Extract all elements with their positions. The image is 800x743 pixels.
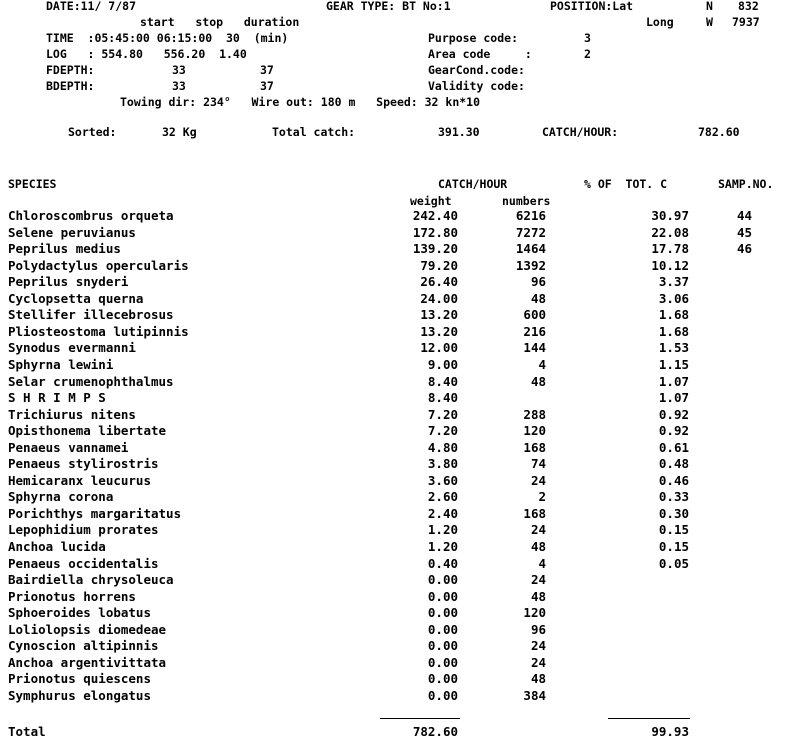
table-row — [0, 556, 800, 572]
catch-weight: 2.40 — [427, 505, 458, 521]
total-catch-value: 391.30 — [438, 125, 480, 139]
bdepth-stop: 37 — [260, 79, 274, 93]
table-row — [0, 671, 800, 687]
species-name: Peprilus snyderi — [8, 274, 129, 290]
gearcond-label: GearCond.code: — [428, 63, 525, 77]
table-row — [0, 390, 800, 406]
catch-weight: 242.40 — [412, 208, 458, 223]
table-row — [0, 258, 800, 274]
species-name: Selar crumenophthalmus — [8, 373, 174, 389]
catch-numbers: 24 — [530, 522, 546, 538]
catch-numbers: 4 — [538, 555, 546, 571]
catch-hour-label: CATCH/HOUR: — [542, 125, 619, 139]
sorted-value: 32 Kg — [162, 125, 197, 139]
catch-numbers: 216 — [523, 323, 546, 339]
catch-numbers: 24 — [530, 638, 546, 654]
catch-weight: 0.00 — [427, 621, 458, 637]
species-name: Hemicaranx leucurus — [8, 472, 151, 488]
table-row — [0, 324, 800, 340]
species-name: Cynoscion altipinnis — [8, 638, 159, 654]
table-row — [0, 241, 800, 257]
catch-weight: 3.80 — [427, 456, 458, 472]
long-hemisphere: W — [706, 15, 713, 29]
towing-info: Towing dir: 234° Wire out: 180 m Speed: 32 kn*10 — [120, 95, 481, 109]
catch-weight: 0.40 — [427, 555, 458, 571]
fdepth-start: 33 — [172, 63, 186, 77]
catch-numbers: 6216 — [515, 208, 546, 223]
numbers-header: numbers — [502, 194, 551, 208]
percent-of-total: 0.05 — [658, 555, 689, 571]
weight-header: weight — [410, 194, 452, 208]
table-row — [0, 688, 800, 704]
percent-of-total: 30.97 — [651, 208, 689, 223]
sample-number: 44 — [737, 208, 753, 223]
catch-weight: 0.00 — [427, 671, 458, 687]
catch-numbers: 288 — [523, 406, 546, 422]
table-row — [0, 374, 800, 390]
time-row: TIME :05:45:00 06:15:00 30 (min) — [46, 31, 289, 45]
catch-weight: 2.60 — [427, 489, 458, 505]
catch-numbers: 384 — [523, 687, 546, 703]
catch-weight: 8.40 — [427, 390, 458, 406]
table-row — [0, 208, 800, 224]
percent-of-total: 1.15 — [658, 356, 689, 372]
catch-weight: 9.00 — [427, 356, 458, 372]
species-name: Peprilus medius — [8, 241, 121, 257]
species-name: Trichiurus nitens — [8, 406, 136, 422]
catch-numbers: 2 — [538, 489, 546, 505]
species-name: Anchoa argentivittata — [8, 654, 167, 670]
catch-numbers: 74 — [530, 456, 546, 472]
catch-weight: 0.00 — [427, 605, 458, 621]
species-name: Chloroscombrus orqueta — [8, 208, 174, 223]
catch-numbers: 120 — [523, 605, 546, 621]
catch-weight: 172.80 — [412, 224, 458, 240]
gear-type: GEAR TYPE: BT No:1 — [326, 0, 451, 13]
catch-weight: 0.00 — [427, 588, 458, 604]
catch-numbers: 4 — [538, 356, 546, 372]
species-name: Prionotus quiescens — [8, 671, 151, 687]
catch-weight: 0.00 — [427, 638, 458, 654]
percent-of-total: 0.48 — [658, 456, 689, 472]
percent-of-total: 10.12 — [651, 257, 689, 273]
catch-weight: 13.20 — [420, 307, 458, 323]
purpose-label: Purpose code: — [428, 31, 519, 45]
species-name: Sphoeroides lobatus — [8, 605, 151, 621]
catch-weight: 7.20 — [427, 406, 458, 422]
sample-number: 45 — [737, 224, 753, 240]
table-row — [0, 357, 800, 373]
catch-weight: 0.00 — [427, 654, 458, 670]
percent-of-total: 22.08 — [651, 224, 689, 240]
catch-weight: 24.00 — [420, 290, 458, 306]
sample-number: 46 — [737, 241, 753, 257]
table-row — [0, 423, 800, 439]
percent-of-total: 0.92 — [658, 406, 689, 422]
catch-weight: 7.20 — [427, 423, 458, 439]
species-name: Porichthys margaritatus — [8, 505, 182, 521]
table-row — [0, 291, 800, 307]
percent-of-total: 1.07 — [658, 390, 689, 406]
catch-weight: 79.20 — [420, 257, 458, 273]
catch-numbers: 48 — [530, 290, 546, 306]
species-name: Sphyrna corona — [8, 489, 114, 505]
bdepth-start: 33 — [172, 79, 186, 93]
species-name: Polydactylus opercularis — [8, 257, 189, 273]
table-row — [0, 225, 800, 241]
bdepth-label: BDEPTH: — [46, 79, 95, 93]
table-row — [0, 589, 800, 605]
species-name: Sphyrna lewini — [8, 356, 114, 372]
total-label: Total — [8, 724, 46, 739]
species-name: Penaeus vannamei — [8, 439, 129, 455]
sorted-label: Sorted: — [68, 125, 117, 139]
percent-of-total: 0.46 — [658, 472, 689, 488]
purpose-value: 3 — [584, 31, 591, 45]
species-name: Bairdiella chrysoleuca — [8, 572, 174, 588]
table-row — [0, 638, 800, 654]
position-label: POSITION:Lat — [550, 0, 634, 13]
total-pct: 99.93 — [651, 724, 689, 739]
table-row — [0, 655, 800, 671]
catch-weight: 1.20 — [427, 539, 458, 554]
column-heads: start stop duration — [140, 15, 300, 29]
catch-numbers: 48 — [530, 671, 546, 687]
catch-numbers: 96 — [530, 274, 546, 290]
lat-hemisphere: N — [706, 0, 713, 13]
table-row — [0, 340, 800, 356]
area-label: Area code : — [428, 47, 532, 61]
catch-numbers: 120 — [523, 423, 546, 439]
validity-label: Validity code: — [428, 79, 525, 93]
species-name: Prionotus horrens — [8, 588, 136, 604]
species-name: Loliolopsis diomedeae — [8, 621, 167, 637]
percent-of-total: 0.15 — [658, 539, 689, 554]
species-header: SPECIES — [8, 177, 57, 191]
table-row — [0, 572, 800, 588]
percent-of-total: 0.15 — [658, 522, 689, 538]
catch-numbers: 24 — [530, 654, 546, 670]
catch-numbers: 96 — [530, 621, 546, 637]
catch-numbers: 24 — [530, 472, 546, 488]
table-row — [0, 605, 800, 621]
catch-weight: 8.40 — [427, 373, 458, 389]
catch-weight: 4.80 — [427, 439, 458, 455]
table-row — [0, 473, 800, 489]
percent-of-total: 0.92 — [658, 423, 689, 439]
catch-weight: 0.00 — [427, 572, 458, 588]
percent-of-total: 1.53 — [658, 340, 689, 356]
catch-numbers: 168 — [523, 505, 546, 521]
fdepth-stop: 37 — [260, 63, 274, 77]
fdepth-label: FDEPTH: — [46, 63, 95, 77]
pct-total-header: % OF TOT. C — [584, 177, 668, 191]
species-name: S H R I M P S — [8, 390, 106, 406]
species-name: Opisthonema libertate — [8, 423, 167, 439]
area-value: 2 — [584, 47, 591, 61]
catch-hour-value: 782.60 — [698, 125, 740, 139]
sample-number-header: SAMP.NO. — [718, 177, 774, 191]
catch-numbers: 7272 — [515, 224, 546, 240]
catch-weight: 139.20 — [412, 241, 458, 257]
catch-numbers: 48 — [530, 373, 546, 389]
total-weight-rule — [380, 718, 460, 719]
catch-numbers: 48 — [530, 539, 546, 554]
table-row — [0, 539, 800, 555]
percent-of-total: 1.07 — [658, 373, 689, 389]
table-row — [0, 407, 800, 423]
species-name: Penaeus occidentalis — [8, 555, 159, 571]
catch-weight: 26.40 — [420, 274, 458, 290]
species-name: Lepophidium prorates — [8, 522, 159, 538]
catch-numbers: 168 — [523, 439, 546, 455]
percent-of-total: 17.78 — [651, 241, 689, 257]
catch-numbers: 1392 — [515, 257, 546, 273]
long-label: Long — [646, 15, 674, 29]
table-row — [0, 307, 800, 323]
date: DATE:11/ 7/87 — [46, 0, 137, 13]
log-row: LOG : 554.80 556.20 1.40 — [46, 47, 247, 61]
species-name: Synodus evermanni — [8, 340, 136, 356]
catch-numbers: 1464 — [515, 241, 546, 257]
catch-weight: 12.00 — [420, 340, 458, 356]
catch-weight: 0.00 — [427, 687, 458, 703]
catch-hour-header: CATCH/HOUR — [438, 177, 508, 191]
table-row — [0, 522, 800, 538]
table-row — [0, 489, 800, 505]
table-row — [0, 622, 800, 638]
table-row — [0, 274, 800, 290]
species-name: Stellifer illecebrosus — [8, 307, 174, 323]
species-name: Penaeus stylirostris — [8, 456, 159, 472]
catch-numbers: 144 — [523, 340, 546, 356]
table-row — [0, 506, 800, 522]
total-catch-label: Total catch: — [272, 125, 356, 139]
catch-numbers: 600 — [523, 307, 546, 323]
total-pct-rule — [608, 718, 690, 719]
percent-of-total: 0.61 — [658, 439, 689, 455]
species-name: Cyclopsetta querna — [8, 290, 144, 306]
lat-value: 832 — [738, 0, 759, 13]
table-row — [0, 440, 800, 456]
percent-of-total: 3.06 — [658, 290, 689, 306]
percent-of-total: 3.37 — [658, 274, 689, 290]
percent-of-total: 1.68 — [658, 323, 689, 339]
catch-numbers: 24 — [530, 572, 546, 588]
percent-of-total: 0.30 — [658, 505, 689, 521]
species-name: Pliosteostoma lutipinnis — [8, 323, 189, 339]
long-value: 7937 — [732, 15, 760, 29]
catch-weight: 13.20 — [420, 323, 458, 339]
total-weight: 782.60 — [412, 724, 458, 739]
table-row — [0, 456, 800, 472]
species-name: Selene peruvianus — [8, 224, 136, 240]
percent-of-total: 0.33 — [658, 489, 689, 505]
catch-numbers: 48 — [530, 588, 546, 604]
catch-weight: 1.20 — [427, 522, 458, 538]
catch-weight: 3.60 — [427, 472, 458, 488]
percent-of-total: 1.68 — [658, 307, 689, 323]
species-name: Symphurus elongatus — [8, 687, 151, 703]
species-name: Anchoa lucida — [8, 539, 106, 554]
